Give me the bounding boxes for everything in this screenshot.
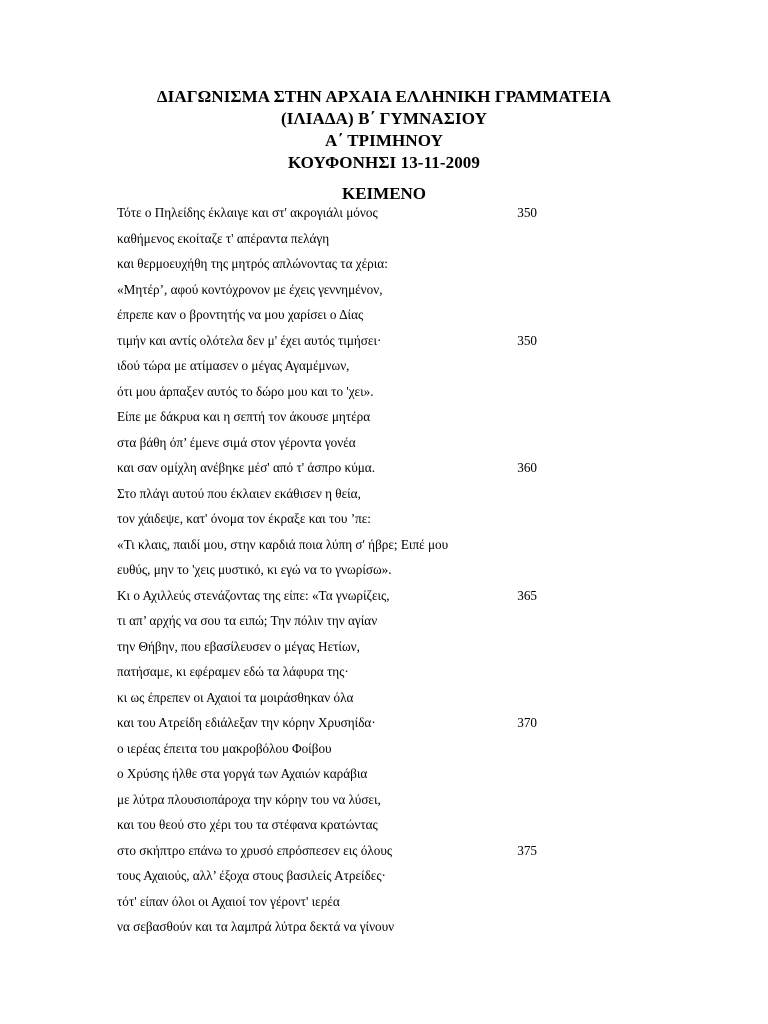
poem-line <box>117 611 557 637</box>
poem-line <box>117 637 557 663</box>
poem-line-text: και σαν ομίχλη ανέβηκε μέσ' από τ' άσπρο κύμα. <box>117 460 376 475</box>
poem-line-text: «Τι κλαις, παιδί μου, στην καρδιά ποια λύπη σ' ήβρε; Ειπέ μου <box>117 536 449 552</box>
poem-line-text: ότι μου άρπαξεν αυτός το δώρο μου και το 'χει». <box>117 383 374 399</box>
poem-line <box>117 458 557 484</box>
poem-line <box>117 739 557 765</box>
poem-line-text: ο ιερέας έπειτα του μακροβόλου Φοίβου <box>117 740 332 756</box>
line-number: 365 <box>517 587 537 603</box>
exam-title: ΔΙΑΓΩΝΙΣΜΑ ΣΤΗΝ ΑΡΧΑΙΑ ΕΛΛΗΝΙΚΗ ΓΡΑΜΜΑΤΕΙΑ <box>156 87 612 106</box>
poem-line-text: και θερμοευχήθη της μητρός απλώνοντας τα χέρια: <box>117 256 388 271</box>
poem-line-text: πατήσαμε, κι εφέραμεν εδώ τα λάφυρα της· <box>117 664 349 679</box>
poem-line-text: ο Χρύσης ήλθε στα γοργά των Αχαιών καράβια <box>117 766 368 781</box>
poem-line-text: τους Αχαιούς, αλλ’ έξοχα στους βασιλείς Ατρείδες· <box>117 868 386 883</box>
poem-line <box>117 764 557 790</box>
poem-line-text: τι απ’ αρχής να σου τα ειπώ; Την πόλιν την αγίαν <box>117 613 378 628</box>
poem-line-text: ιδού τώρα με ατίμασεν ο μέγας Αγαμέμνων, <box>117 358 350 373</box>
poem-line <box>117 484 557 510</box>
poem-line-text: Κι ο Αχιλλεύς στενάζοντας της είπε: «Τα γνωρίζεις, <box>117 587 390 603</box>
poem-line-text: τιμήν και αντίς ολότελα δεν μ' έχει αυτός τιμήσει· <box>117 332 382 348</box>
poem-line <box>117 790 557 816</box>
line-number: 350 <box>517 332 537 348</box>
poem-line-text: και του Ατρείδη εδιάλεξαν την κόρην Χρυσηίδα· <box>117 715 376 730</box>
poem-line <box>117 560 557 586</box>
poem-line-text: «Μητέρ’, αφού κοντόχρονον με έχεις γεννημένον, <box>117 281 383 297</box>
poem-line <box>117 662 557 688</box>
poem-line <box>117 688 557 714</box>
line-number: 350 <box>517 205 537 220</box>
poem-line <box>117 331 557 357</box>
poem-line <box>117 892 557 918</box>
poem-line-text: έπρεπε καν ο βροντητής να μου χαρίσει ο Δίας <box>117 307 364 322</box>
poem-line <box>117 917 557 943</box>
poem-line-text: Τότε ο Πηλείδης έκλαιγε και στ' ακρογιάλι μόνος <box>117 205 378 220</box>
poem-line <box>117 229 557 255</box>
poem-line-text: στο σκήπτρο επάνω το χρυσό επρόσπεσεν εις όλους <box>117 842 393 858</box>
line-number: 375 <box>517 842 537 858</box>
poem-line <box>117 305 557 331</box>
poem-line <box>117 203 557 229</box>
poem-line-text: τότ' είπαν όλοι οι Αχαιοί τον γέροντ' ιερέα <box>117 893 340 909</box>
exam-subject: (ΙΛΙΑΔΑ) Β΄ ΓΥΜΝΑΣΙΟΥ <box>280 109 488 128</box>
poem-line <box>117 280 557 306</box>
exam-header <box>0 86 768 174</box>
poem-line-text: ευθύς, μην το 'χεις μυστικό, κι εγώ να το γνωρίσω». <box>117 562 392 577</box>
poem-line-text: Στο πλάγι αυτού που έκλαιεν εκάθισεν η θεία, <box>117 485 361 501</box>
poem-line-text: τον χάιδεψε, κατ' όνομα τον έκραξε και του ’πε: <box>117 511 371 526</box>
poem-line <box>117 509 557 535</box>
poem-line <box>117 841 557 867</box>
poem-line <box>117 407 557 433</box>
poem-line <box>117 254 557 280</box>
poem-line-text: στα βάθη όπ’ έμενε σιμά στον γέροντα γονέα <box>117 434 356 450</box>
poem-line <box>117 535 557 561</box>
line-number: 370 <box>517 715 537 730</box>
poem-line-text: και του θεού στο χέρι του τα στέφανα κρατώντας <box>117 817 378 832</box>
poem-line-text: κι ως έπρεπεν οι Αχαιοί τα μοιράσθηκαν όλα <box>117 689 354 705</box>
poem-line-text: την Θήβην, που εβασίλευσεν ο μέγας Ηετίων, <box>117 638 360 654</box>
exam-term: Α΄ ΤΡΙΜΗΝΟΥ <box>325 131 443 150</box>
poem-line <box>117 866 557 892</box>
poem-line <box>117 356 557 382</box>
section-heading: ΚΕΙΜΕΝΟ <box>341 184 427 203</box>
poem-line <box>117 815 557 841</box>
poem-text <box>117 203 557 943</box>
poem-line <box>117 586 557 612</box>
line-number: 360 <box>517 460 537 475</box>
poem-line-text: με λύτρα πλουσιοπάροχα την κόρην του να λύσει, <box>117 791 381 807</box>
poem-line-text: Είπε με δάκρυα και η σεπτή τον άκουσε μητέρα <box>117 409 371 424</box>
poem-line <box>117 433 557 459</box>
poem-line <box>117 382 557 408</box>
poem-line-text: να σεβασθούν και τα λαμπρά λύτρα δεκτά να γίνουν <box>117 919 395 934</box>
exam-location-date: ΚΟΥΦΟΝΗΣΙ 13-11-2009 <box>287 153 480 172</box>
poem-line <box>117 713 557 739</box>
poem-line-text: καθήμενος εκοίταζε τ' απέραντα πελάγη <box>117 230 330 246</box>
